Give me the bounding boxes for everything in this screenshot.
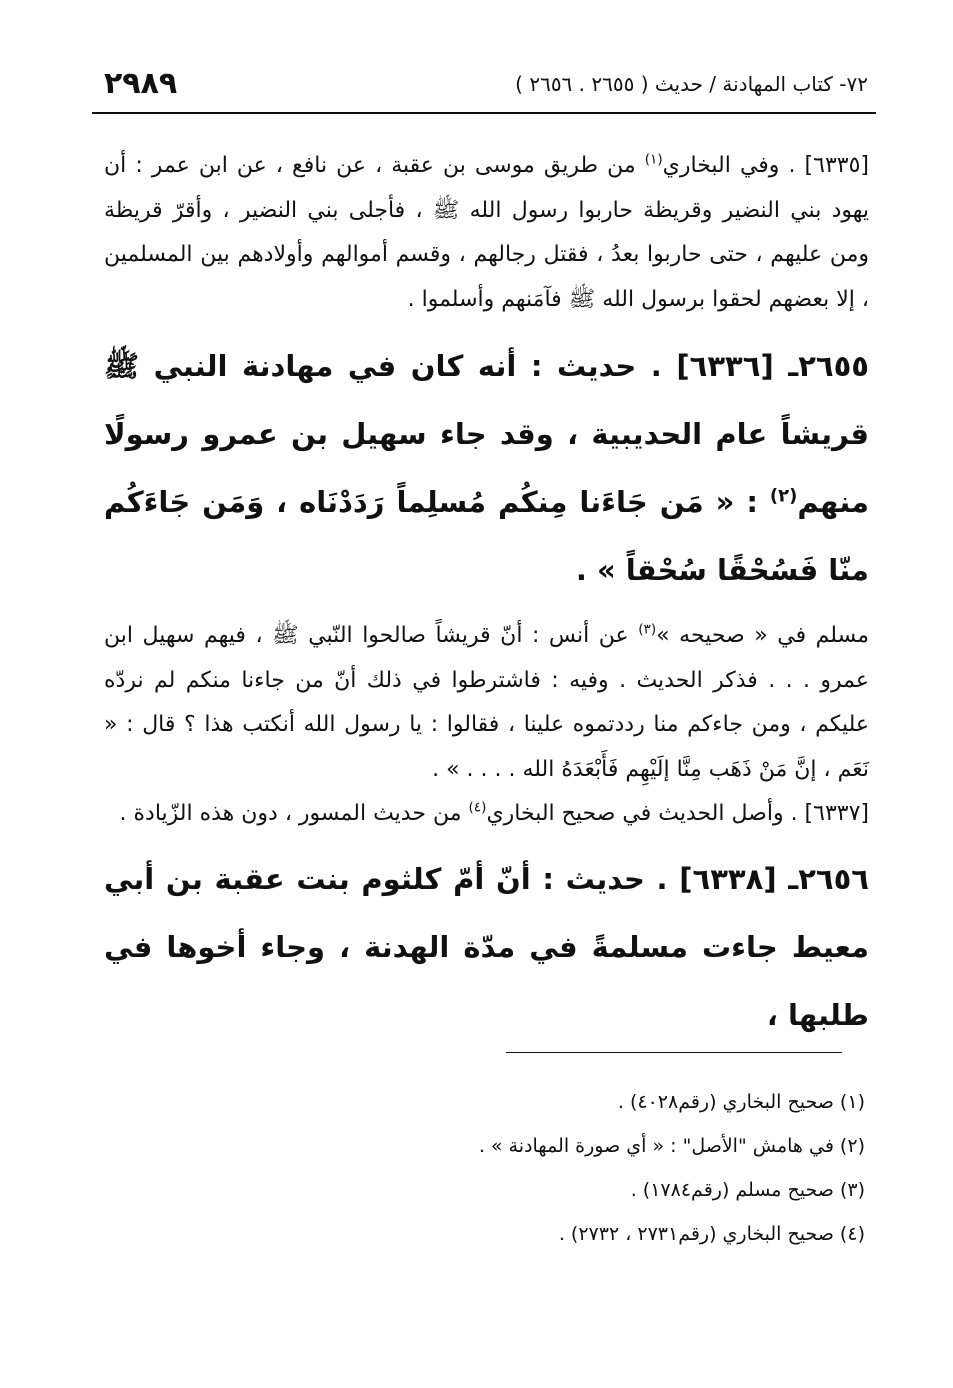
paragraph-text: من حديث المسور ، دون هذه الزّيادة . — [119, 801, 469, 826]
footnote-rule — [506, 1052, 842, 1053]
body-text — [104, 144, 869, 1049]
hadith-text: ٢٦٥٥ـ [٦٣٣٦] . حديث : أنه كان في مهادنة النبي ﷺ قريشاً عام الحديبية ، وقد جاء سهيل بن عمرو رسولًا منهم — [104, 349, 869, 519]
running-header: ٧٢- كتاب المهادنة / حديث ( ٢٦٥٥ . ٢٦٥٦ ) — [515, 72, 868, 96]
page-number: ٢٩٨٩ — [104, 66, 178, 101]
paragraph-text: عن أنس : أنّ قريشاً صالحوا النّبي ﷺ ، فيهم سهيل ابن عمرو . . . فذكر الحديث . وفيه : فاشترطوا في ذلك أنّ من جاءنا منكم لم نردّه عليكم ، ومن جاءكم منا رددتموه علينا ، فقالوا : يا رسول الله أنكتب هذا ؟ قال : « نَعَم ، إنَّ مَنْ ذَهَب مِنَّا إلَيْهِم فَأَبْعَدَهُ الله . . . . » . — [104, 623, 869, 782]
paragraph-muslim — [104, 614, 869, 792]
hadith-text: : « مَن جَاءَنا مِنكُم مُسلِماً رَدَدْنَاه ، وَمَن جَاءَكُم منّا فَسُحْقًا سُحْقاً » . — [104, 485, 869, 587]
hadith-text: ٢٦٥٦ـ [٦٣٣٨] . حديث : أنّ أمّ كلثوم بنت عقبة بن أبي معيط جاءت مسلمةً في مدّة الهدنة ، وجاء أخوها في طلبها ، — [104, 861, 870, 1032]
footnote-ref[interactable]: (١) — [644, 151, 663, 168]
paragraph-6335 — [104, 144, 869, 322]
footnote-ref[interactable]: (٣) — [638, 621, 657, 638]
paragraph-text: من طريق موسى بن عقبة ، عن نافع ، عن ابن عمر : أن يهود بني النضير وقريظة حاربوا رسول الله ﷺ ، فأجلى بني النضير ، وأقرّ قريظة ومن عليهم ، حتى حاربوا بعدُ ، فقتل رجالهم ، وقسم أموالهم وأولادهم بين المسلمين ، إلا بعضهم لحقوا برسول الله ﷺ فآمَنهم وأسلموا . — [104, 153, 869, 312]
paragraph-text: مسلم في « صحيحه » — [656, 623, 869, 648]
footnote-4: (٤) صحيح البخاري (رقم٢٧٣١ ، ٢٧٣٢) . — [558, 1223, 865, 1245]
footnote-3: (٣) صحيح مسلم (رقم١٧٨٤) . — [630, 1179, 865, 1201]
footnote-1: (١) صحيح البخاري (رقم٤٠٢٨) . — [617, 1091, 865, 1113]
header-rule — [92, 112, 876, 114]
footnote-2: (٢) في هامش "الأصل" : « أي صورة المهادنة » . — [478, 1135, 865, 1157]
paragraph-text: [٦٣٣٥] . وفي البخاري — [662, 153, 869, 178]
footnote-ref[interactable]: (٤) — [468, 799, 487, 816]
hadith-2656 — [104, 845, 869, 1049]
hadith-2655 — [104, 332, 869, 604]
paragraph-6337 — [104, 792, 869, 837]
footnotes — [104, 1080, 865, 1256]
paragraph-text: [٦٣٣٧] . وأصل الحديث في صحيح البخاري — [486, 801, 869, 826]
footnote-ref[interactable]: (٢) — [769, 485, 798, 507]
